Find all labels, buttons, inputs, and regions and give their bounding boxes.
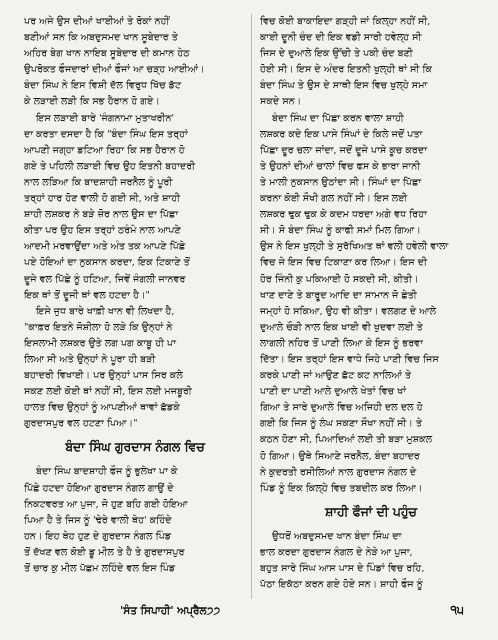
text-line: ਆਪਣੀ ਜਗ੍ਹਾ ਡਟਿਆ ਰਿਹਾ ਕਿ ਸਭ ਹੈਰਾਨ ਹੋ [24, 144, 185, 156]
text-line: ਕਠਨ ਹੋਣਾ ਸੀ, ਪਿਆਦਿਆਂ ਲਈ ਤੀ ਬੜਾ ਮੁਸ਼ਕਲ [260, 434, 433, 446]
text-line: ਇਸੇ ਜੁਧ ਬਾਰੇ ਖਾਫ਼ੀ ਖਾਨ ਵੀ ਲਿਖਦਾ ਹੈ, [36, 305, 175, 317]
text-line: ਗਿਆ ਤੇ ਸਾਰੇ ਦੁਆਲੇ ਵਿਚ ਅਜਿਹੀ ਦਲ ਦਲ ਹੋ [260, 402, 423, 414]
text-line: ਅਹਿਰ ਬੇਗ ਖਾਨ ਨਾਇਬ ਸੂਬੇਦਾਰ ਦੀ ਕਮਾਨ ਹੇਠ [24, 48, 190, 60]
text-line: ਪਰ ਅਜੇ ਉਸ ਦੀਆਂ ਖਾਈਆਂ ਤੇ ਰੋਕਾਂ ਨਹੀਂ [24, 16, 170, 27]
text-line: ਬੰਦਾ ਸਿੰਘ ਦਾ ਪਿੱਛਾ ਕਰਨ ਵਾਲਾ ਸ਼ਾਹੀ [272, 112, 404, 124]
text-line: ਬੰਦਾ ਸਿੰਘ ਬਾਦਸ਼ਾਹੀ ਫੌਜ ਨੂੰ ਭੁਲੇਖਾ ਪਾ ਕੇ [36, 466, 178, 478]
text-line: ਲਿਆ ਸੀ ਅਤੇ ਉਨ੍ਹਾਂ ਨੇ ਪੂਰਾ ਹੀ ਬੜੀ [24, 353, 156, 365]
text-line: ਬਹੁਤ ਸਾਰੇ ਸਿੰਘ ਆਸ ਪਾਸ ਦੇ ਪਿੰਡਾਂ ਵਿਚ ਰਹਿ, [260, 563, 425, 574]
text-line: ਬਣੀਆਂ ਸਨ ਕਿ ਅਬਦੁਸਮਦ ਖਾਨ ਸੂਬੇਦਾਰ ਤੇ [24, 32, 178, 44]
text-line: ਕੇ ਲੜਾਈ ਲੜੀ ਕਿ ਸਭ ਹੈਰਾਨ ਹੋ ਗਏ। [24, 96, 160, 108]
text-line: ਤੋਂ ਦੱਖਣ ਵਲ ਕੋਈ ਡੂ ਮੀਲ ਤੇ ਹੈ ਤੇ ਗੁਰਦਾਸਪੁਰ [24, 546, 185, 558]
text-line: ਕਰਨਾ ਕੋਈ ਸੌਖੀ ਗਲ ਨਹੀਂ ਸੀ। ਇਸ ਲਈ [260, 193, 408, 205]
text-line: ਸਕਦੇ ਸਨ। [260, 96, 302, 108]
text-line: ਦੂਜੇ ਵਲ ਪਿੱਛੇ ਨੂੰ ਹਟਿਆ, ਜਿਵੇਂ ਜੰਗਲੀ ਜਾਨਵਰ [24, 273, 186, 285]
text-line: ਕਰਕੇ ਪਾਣੀ ਜਾਂ ਆਉਣ ਛੱਟ ਕਟ ਨਾਲਿਆਂ ਤੇ [260, 370, 412, 382]
text-line: ਪਿੱਛੇ ਹਟਦਾ ਹੋਇਆ ਗੁਰਦਾਸ ਨੰਗਲ ਗਾਉਂ ਦੇ [24, 482, 174, 494]
text-line: ਹੋ ਗਿਆ। ਉਥੇ ਸਿਆਣੇ ਜਰਨੈਲ, ਬੰਦਾ ਬਹਾਦਰ [260, 450, 420, 462]
text-line: ਪਾਣੀ ਦਾ ਪਾਣੀ ਆਲੇ ਦੁਆਲੇ ਖੇਤਾਂ ਵਿਚ ਖਾਂ [260, 386, 407, 398]
text-line: ਇਸ ਲੜਾਈ ਬਾਰੇ 'ਜੰਗਨਾਮਾ ਮੁਤਾਖਰੀਨ' [36, 112, 175, 124]
text-line: ਸੀ। ਸੋ ਬੰਦਾ ਸਿੰਘ ਨੂੰ ਕਾਫੀ ਸਮਾਂ ਮਿਲ ਗਿਆ। [260, 225, 421, 237]
page-footer [24, 603, 474, 623]
text-line: ਉਪਰੋਕਤ ਫੌਜਦਾਰਾਂ ਦੀਆਂ ਫੌਜਾਂ ਆ ਚੜ੍ਹ ਆਈਆਂ। [24, 64, 205, 76]
text-line: ਉਸ ਨੇ ਇਸ ਖੁਲ੍ਹੀ ਤੇ ਸੁਰੱਖਿਅਤ ਥਾਂ ਵਲੀ ਹਵੇਲੀ ਵਾਲਾ [260, 241, 449, 253]
text-line: ਪਿਆ ਹੈ ਤੇ ਜਿਸ ਨੂੰ 'ਢੇਰੇ ਵਾਲੀ ਥੇਹ' ਕਹਿੰਦੇ [24, 514, 172, 526]
text-line: ਦਾ ਕਰਤਾ ਦਸਦਾ ਹੈ ਕਿ "ਬੰਦਾ ਸਿੰਘ ਇਸ ਤਰ੍ਹਾਂ [24, 128, 188, 140]
text-line: ਬੰਦਾ ਸਿੰਘ ਤੇ ਉਸ ਦੇ ਸਾਥੀ ਇਸ ਵਿਚ ਖੁਲ੍ਹੇ ਸਮਾ [260, 80, 428, 92]
text-line: ਇਸਲਾਮੀ ਲਸ਼ਕਰ ਉਤੇ ਲਗ ਪਗ ਕਾਬੂ ਹੀ ਪਾ [24, 337, 176, 349]
footer-journal-title: 'ਸੰਤ ਸਿਪਾਹੀ' ਅਪ੍ਰੈਲ੭੭ [120, 605, 221, 617]
section-heading-shahi-fauja: ਸ਼ਾਹੀ ਫੌਜਾਂ ਦੀ ਪਹੁੰਚ [325, 503, 417, 519]
text-line: ਲਸ਼ਕਰ ਢੁਕ ਢੁਕ ਕੇ ਕਦਮ ਧਰਦਾ ਅਗੇ ਵਧ ਰਿਹਾ [260, 209, 427, 221]
text-line: "ਕਾਫ਼ਰ ਇਤਨੇ ਜੋਸ਼ੀਲਾ ਹੋ ਲੜੇ ਕਿ ਉਨ੍ਹਾਂ ਨੇ [24, 321, 173, 333]
left-para-4 [24, 464, 246, 577]
right-para-3 [260, 529, 482, 593]
text-line: ਦੁਆਲੇ ਚੌੜੀ ਨਾਲ ਇਕ ਖਾਈ ਵੀ ਖੁਦਵਾ ਲਈ ਤੇ [260, 321, 423, 333]
text-line: ਕੀਤਾ ਪਰ ਉਹ ਇਸ ਤਰ੍ਹਾਂ ਠਰੰਮੇ ਨਾਲ ਆਪਣੇ [24, 225, 181, 237]
text-line: ਖਾਣ ਦਾਣੇ ਤੇ ਬਾਰੂਦ ਆਦਿ ਦਾ ਸਾਮਾਨ ਜੋ ਛੇਤੀ [260, 289, 417, 301]
text-line: ਆਦਮੀ ਮਰਵਾਉਂਦਾ ਅਤੇ ਅੰਤ ਤਕ ਆਪਣੇ ਪਿੱਛੇ [24, 241, 186, 253]
left-para-3 [24, 304, 246, 433]
right-para-1 [260, 14, 482, 111]
left-para-1 [24, 14, 246, 111]
text-line: ਕਾਈ ਦੂਨੀ ਚੰਦ ਦੀ ਇਕ ਵਡੀ ਸਾਰੀ ਹਵੇਲ੍ਹ ਸੀ [260, 32, 422, 44]
text-line: ਹਾਲਤ ਵਿਚ ਉਨ੍ਹਾਂ ਨੂੰ ਆਪਣੀਆਂ ਥਾਵਾਂ ਛੱਡਕੇ [24, 402, 180, 414]
text-line: ਲਾਗਲੀ ਨਹਿਰ ਤੋਂ ਪਾਣੀ ਲਿਆ ਕੇ ਇਸ ਨੂੰ ਭਰਵਾ [260, 337, 423, 349]
text-line: ਨੇ ਕੁਦਰਤੀ ਰਸੀਲਿਆਂ ਨਾਲ ਗੁਰਦਾਸ ਨੰਗਲ ਦੇ [260, 466, 417, 478]
text-line: ਦਿੱਤਾ। ਇਸ ਤਰ੍ਹਾਂ ਇਸ ਵਾਧੇ ਜਿਹੇ ਪਾਣੀ ਵਿਚ ਜਿਸ [260, 353, 439, 365]
text-line: ਹਨ। ਇਹ ਥੇਹ ਹੁਣ ਦੇ ਗੁਰਦਾਸ ਨੰਗਲ ਪਿੰਡ [24, 530, 172, 542]
text-line: ਵਿਚ ਜੇ ਇਸ ਵਿਚ ਟਿਕਾਣਾ ਕਰ ਲਿਆ। ਇਸ ਦੀ [260, 257, 427, 269]
text-line: ਹੋਰ ਜਿੰਨੀ ਕੁ ਪਕਿਆਈ ਹੋ ਸਕਦੀ ਸੀ, ਕੀਤੀ। [260, 273, 419, 285]
text-line: ਪੱਠਾ ਇਕੱਠਾ ਕਰਨ ਗਏ ਹੋਏ ਸਨ। ਸ਼ਾਹੀ ਫੌਜ ਨੂੰ [260, 579, 423, 591]
text-line: ਗੁਰਦਾਸਪੁਰ ਵਲ ਹਟਣਾ ਪਿਆ।" [24, 418, 138, 430]
right-column [260, 14, 482, 593]
left-para-2 [24, 111, 246, 304]
text-line: ਜਿਸ ਦੇ ਦੁਆਲੇ ਇਕ ਉੱਚੀ ਤੇ ਪਕੀ ਚੰਦ ਬਣੀ [260, 48, 413, 60]
text-line: ਜਮ੍ਹਾਂ ਹੋ ਸਕਿਆ, ਉਹ ਵੀ ਕੀਤਾ। ਵਲਗਣ ਦੇ ਆਲੇ [260, 305, 437, 317]
text-line: ਲਸ਼ਕਰ ਕਦੇ ਇਕ ਪਾਸੇ ਸਿੰਘਾਂ ਦੇ ਕਿਲੇ ਜਦੋਂ ਪਤਾ [260, 128, 423, 140]
page-number: ੧੫ [450, 603, 464, 617]
text-line: ਇਕ ਥਾਂ ਤੋਂ ਦੂਜੀ ਥਾਂ ਵਲ ਹਟਦਾ ਹੈ।" [24, 289, 150, 301]
text-line: ਉਧਰੋਂ ਅਬਦੁਸਮਦ ਖਾਨ ਬੰਦਾ ਸਿੰਘ ਦਾ [272, 530, 402, 542]
text-line: ਵਿਚ ਕੋਈ ਬਾਕਾਇਦਾ ਗੜ੍ਹੀ ਜਾਂ ਕਿਲ੍ਹਾ ਨਹੀਂ ਸੀ, [260, 16, 431, 27]
text-line: ਨਿਕਟਵਰਤ ਆ ਪੁਜਾ, ਜੋ ਹੁਣ ਬਹਿ ਗਈ ਹੋਇਆ [24, 498, 188, 510]
text-line: ਬੰਦਾ ਸਿੰਘ ਨੇ ਇਸ ਵਿਸ਼ੀ ਦੱਲ ਵਿਰੁਧ ਖਿੱਚ ਡੱਟ [24, 80, 182, 92]
text-line: ਸਕਣ ਲਈ ਕੋਈ ਥਾਂ ਨਹੀਂ ਸੀ, ਇਸ ਲਈ ਮਜਬੂਰੀ [24, 386, 192, 398]
text-line: ਭਾਲ ਕਰਦਾ ਗੁਰਦਾਸ ਨੰਗਲ ਦੇ ਨੇੜੇ ਆ ਪੁਜਾ, [260, 546, 413, 558]
text-line: ਪਏ ਹੋਇਆਂ ਦਾ ਨੁਕਸਾਨ ਕਰਦਾ, ਇਕ ਟਿਕਾਣੇ ਤੋਂ [24, 257, 190, 269]
text-line: ਬਹਾਦਰੀ ਵਿਖਾਈ। ਪਰ ਉਨ੍ਹਾਂ ਪਾਸ ਸਿਰ ਕਲੇ [24, 370, 183, 382]
section-heading-banda-singh: ਬੰਦਾ ਸਿੰਘ ਗੁਰਦਾਸ ਨੰਗਲ ਵਿਚ [65, 439, 205, 455]
left-column [24, 14, 246, 577]
text-line: ਪਿੱਛਾ ਦੂਰ ਚਲਾ ਜਾਂਦਾ, ਜਦੋਂ ਦੂਜੇ ਪਾਸੇ ਕੂਚ ਕਰਦਾ [260, 144, 427, 156]
right-para-2 [260, 111, 482, 497]
text-line: ਸ਼ਾਹੀ ਲਸ਼ਕਰ ਨੇ ਬੜੇ ਜ਼ੋਰ ਨਾਲ ਉਸ ਦਾ ਪਿੱਛਾ [24, 209, 179, 221]
text-line: ਤੋਂ ਚਾਰ ਕੁ ਮੀਲ ਪੱਛਮ ਲਹਿੰਦੇ ਵਲ ਇਸ ਪਿੰਡ [24, 563, 176, 574]
text-line: ਨਾਲ ਲੜਿਆ ਕਿ ਬਾਦਸ਼ਾਹੀ ਜਰਨੈਲ ਨੂੰ ਪੂਰੀ [24, 176, 173, 188]
text-line: ਤਰ੍ਹਾਂ ਹਾਰ ਹੋਣ ਵਾਲੀ ਹੋ ਗਈ ਸੀ, ਅਤੇ ਸ਼ਾਹੀ [24, 193, 181, 205]
text-line: ਤੇ ਉਹਨਾਂ ਦੀਆਂ ਚਾਲਾਂ ਵਿਚ ਫਸ ਕੇ ਭਾਰਾ ਜਾਨੀ [260, 160, 421, 172]
column-divider [251, 14, 252, 599]
text-line: ਪਿੰਡ ਨੂੰ ਇਕ ਕਿਲ੍ਹੇ ਵਿਚ ਤਬਦੀਲ ਕਰ ਲਿਆ। [260, 482, 423, 494]
text-line: ਹੋਈ ਸੀ। ਇਸ ਦੇ ਅੰਦਰ ਇਤਨੀ ਖੁਲ੍ਹੀ ਥਾਂ ਸੀ ਕਿ [260, 64, 433, 76]
text-line: ਗਈ ਕਿ ਜਿਸ ਨੂੰ ਲੰਘ ਸਕਣਾ ਸੌਖਾ ਨਹੀਂ ਸੀ। ਤੇ [260, 418, 423, 430]
text-line: ਤੇ ਮਾਲੀ ਨੁਕਸਾਨ ਉਠਾਂਦਾ ਸੀ। ਸਿੰਘਾਂ ਦਾ ਪਿੱਛਾ [260, 176, 422, 188]
text-line: ਗਏ ਤੇ ਪਹਿਲੀ ਲੜਾਈ ਵਿਚ ਉਹ ਇਤਨੀ ਬਹਾਦਰੀ [24, 160, 196, 172]
